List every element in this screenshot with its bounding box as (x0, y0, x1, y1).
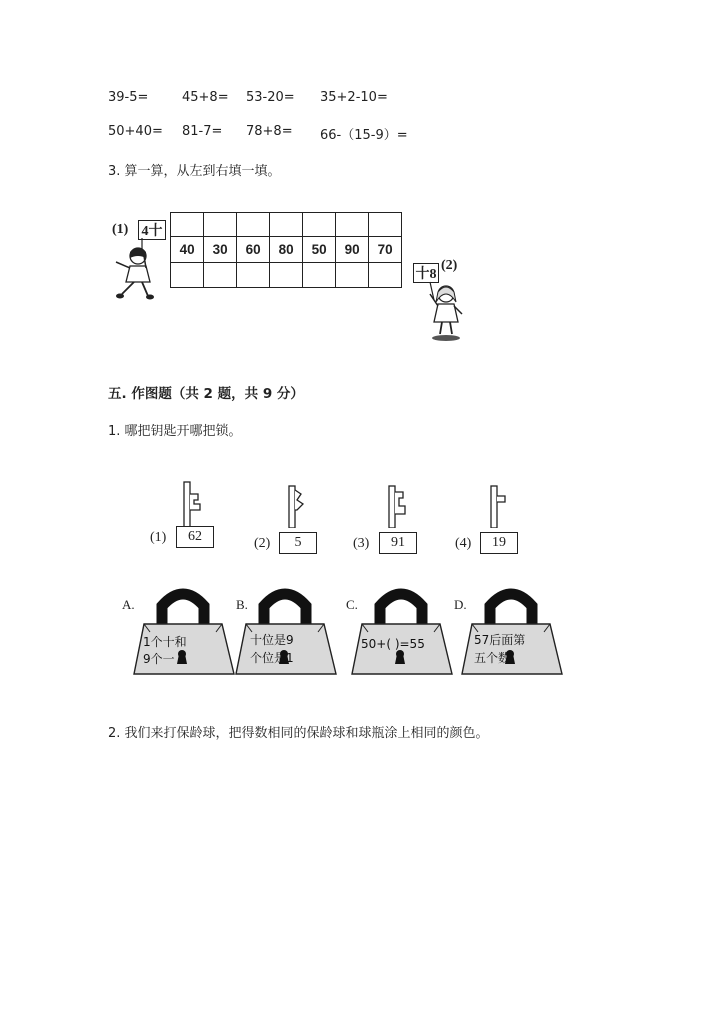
answer-cell[interactable] (236, 262, 270, 288)
lock-text-line-1: 十位是9 (250, 633, 294, 647)
lock-text-line-1: 1个十和 (143, 635, 187, 649)
key-number-box: 91 (379, 532, 417, 554)
answer-cell[interactable] (170, 212, 204, 237)
lock-text-line-1: 57后面第 (474, 633, 526, 647)
key-label: (1) (150, 530, 167, 545)
calc-item: 53-20= (246, 90, 295, 105)
lock-letter: D. (454, 597, 467, 612)
grid-row-top (170, 212, 410, 237)
key-icon (283, 484, 313, 528)
girl-right-illustration (418, 280, 468, 344)
answer-cell[interactable] (203, 262, 237, 288)
key-number-box: 62 (176, 526, 214, 548)
lock-text-line-2: 9个一 (143, 652, 175, 666)
key-label: (2) (254, 536, 271, 551)
lock-letter: C. (346, 597, 358, 612)
padlock-icon (348, 588, 454, 678)
calc-item: 50+40= (108, 124, 163, 139)
q3-label-1: (1) (112, 222, 129, 237)
rule-box-2: 十8 (413, 263, 439, 283)
key-number-box: 5 (279, 532, 317, 554)
number-cell: 70 (368, 236, 402, 263)
number-cell: 40 (170, 236, 204, 263)
number-cell: 50 (302, 236, 336, 263)
answer-cell[interactable] (368, 212, 402, 237)
calc-item: 45+8= (182, 90, 229, 105)
lock-text-line-2: 个位是1 (250, 651, 294, 665)
number-cell: 90 (335, 236, 369, 263)
lock-text-line-1: 50+( )=55 (361, 637, 425, 651)
answer-cell[interactable] (335, 262, 369, 288)
q2-title: 2. 我们来打保龄球，把得数相同的保龄球和球瓶涂上相同的颜色。 (108, 726, 489, 741)
answer-cell[interactable] (170, 262, 204, 288)
lock-letter: B. (236, 597, 248, 612)
answer-cell[interactable] (236, 212, 270, 237)
calc-item: 35+2-10= (320, 90, 388, 105)
answer-cell[interactable] (269, 262, 303, 288)
girl-left-illustration (108, 238, 164, 302)
calc-item: 66-（15-9）= (320, 128, 408, 143)
key-icon (178, 480, 208, 528)
answer-cell[interactable] (302, 212, 336, 237)
key-icon (385, 484, 415, 528)
calc-item: 78+8= (246, 124, 293, 139)
answer-cell[interactable] (335, 212, 369, 237)
grid-row-bottom (170, 262, 410, 288)
answer-cell[interactable] (368, 262, 402, 288)
key-number-box: 19 (480, 532, 518, 554)
rule-box-1: 4十 (138, 220, 166, 240)
q3-label-2: (2) (441, 258, 458, 273)
answer-cell[interactable] (269, 212, 303, 237)
number-cell: 80 (269, 236, 303, 263)
calc-item: 39-5= (108, 90, 149, 105)
lock-text-line-2: 五个数 (474, 651, 511, 665)
answer-cell[interactable] (302, 262, 336, 288)
number-cell: 30 (203, 236, 237, 263)
answer-cell[interactable] (203, 212, 237, 237)
lock-letter: A. (122, 597, 135, 612)
key-label: (4) (455, 536, 472, 551)
grid-row-numbers (170, 236, 410, 263)
key-icon (487, 484, 517, 528)
q1-title: 1. 哪把钥匙开哪把锁。 (108, 424, 242, 439)
key-label: (3) (353, 536, 370, 551)
section-heading: 五. 作图题（共 2 题，共 9 分） (108, 386, 304, 402)
number-cell: 60 (236, 236, 270, 263)
calc-item: 81-7= (182, 124, 223, 139)
q3-title: 3. 算一算，从左到右填一填。 (108, 164, 281, 179)
